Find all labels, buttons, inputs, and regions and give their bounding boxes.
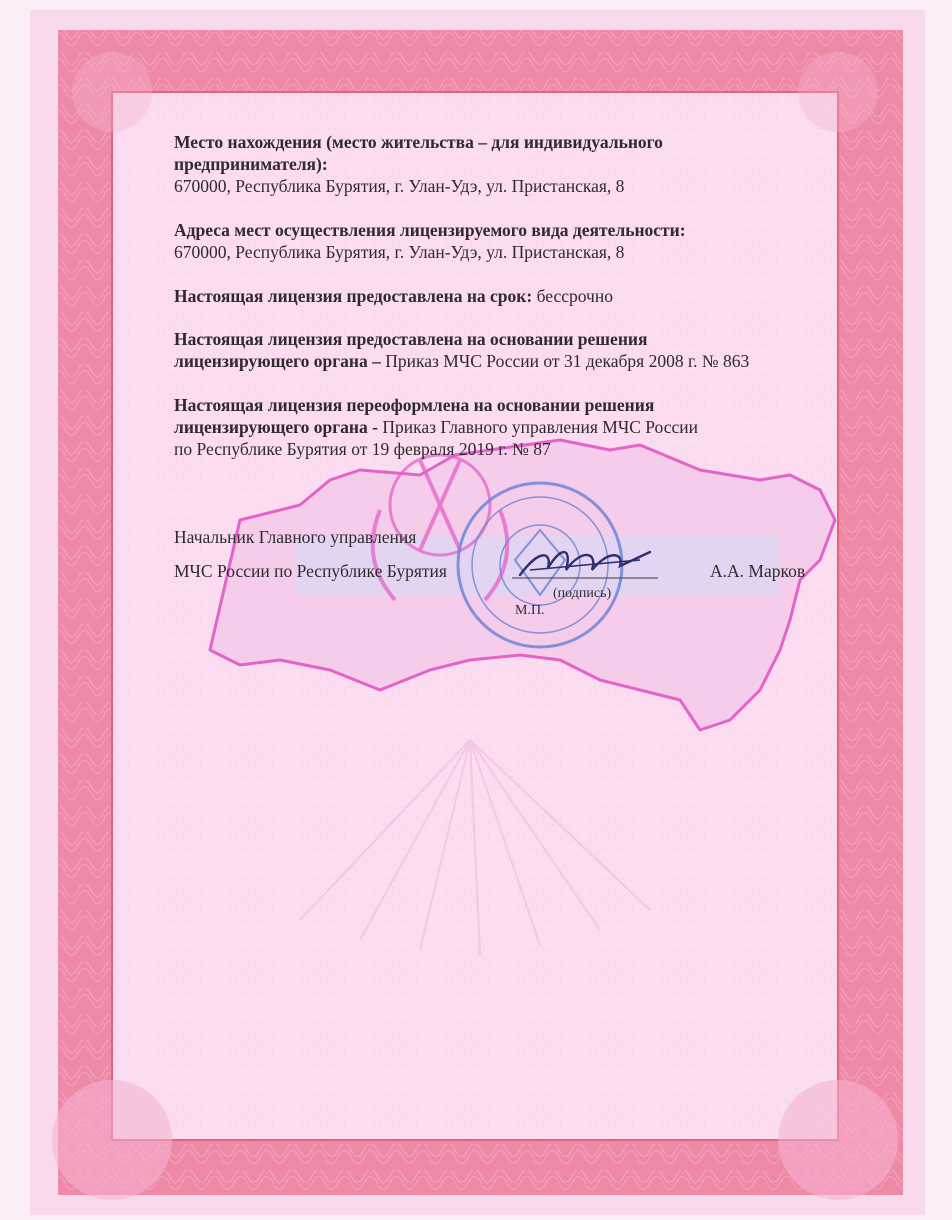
basis-label-line2: лицензирующего органа –: [174, 351, 381, 371]
term-label: Настоящая лицензия предоставлена на срок:: [174, 286, 533, 306]
basis-value: Приказ МЧС России от 31 декабря 2008 г. № 863: [385, 351, 750, 371]
term-value: бессрочно: [536, 286, 613, 306]
signer-name: А.А. Марков: [710, 561, 806, 581]
reissue-value-line2: по Республике Бурятия от 19 февраля 2019 г. № 87: [174, 439, 551, 459]
signature-caption: (подпись): [553, 586, 612, 601]
reissue-value-line1: Приказ Главного управления МЧС России: [382, 417, 698, 437]
term-line: [174, 285, 613, 307]
activity-heading: Адреса мест осуществления лицензируемого вида деятельности:: [174, 220, 686, 240]
reissue-label-line1: Настоящая лицензия переоформлена на основании решения: [174, 395, 655, 415]
basis-label-line1: Настоящая лицензия предоставлена на основании решения: [174, 329, 648, 349]
activity-value: 670000, Республика Бурятия, г. Улан-Удэ, ул. Пристанская, 8: [174, 242, 625, 262]
signer-position-line2: МЧС России по Республике Бурятия: [174, 561, 447, 581]
stamp-caption: М.П.: [515, 603, 545, 618]
location-heading-line1: Место нахождения (место жительства – для индивидуального: [174, 132, 663, 152]
reissue-label-line2: лицензирующего органа -: [174, 417, 378, 437]
location-heading-line2: предпринимателя):: [174, 154, 328, 174]
reissue-line2: [174, 416, 698, 438]
basis-line2: [174, 350, 749, 372]
signer-position-line1: Начальник Главного управления: [174, 527, 417, 547]
location-value: 670000, Республика Бурятия, г. Улан-Удэ, ул. Пристанская, 8: [174, 176, 625, 196]
